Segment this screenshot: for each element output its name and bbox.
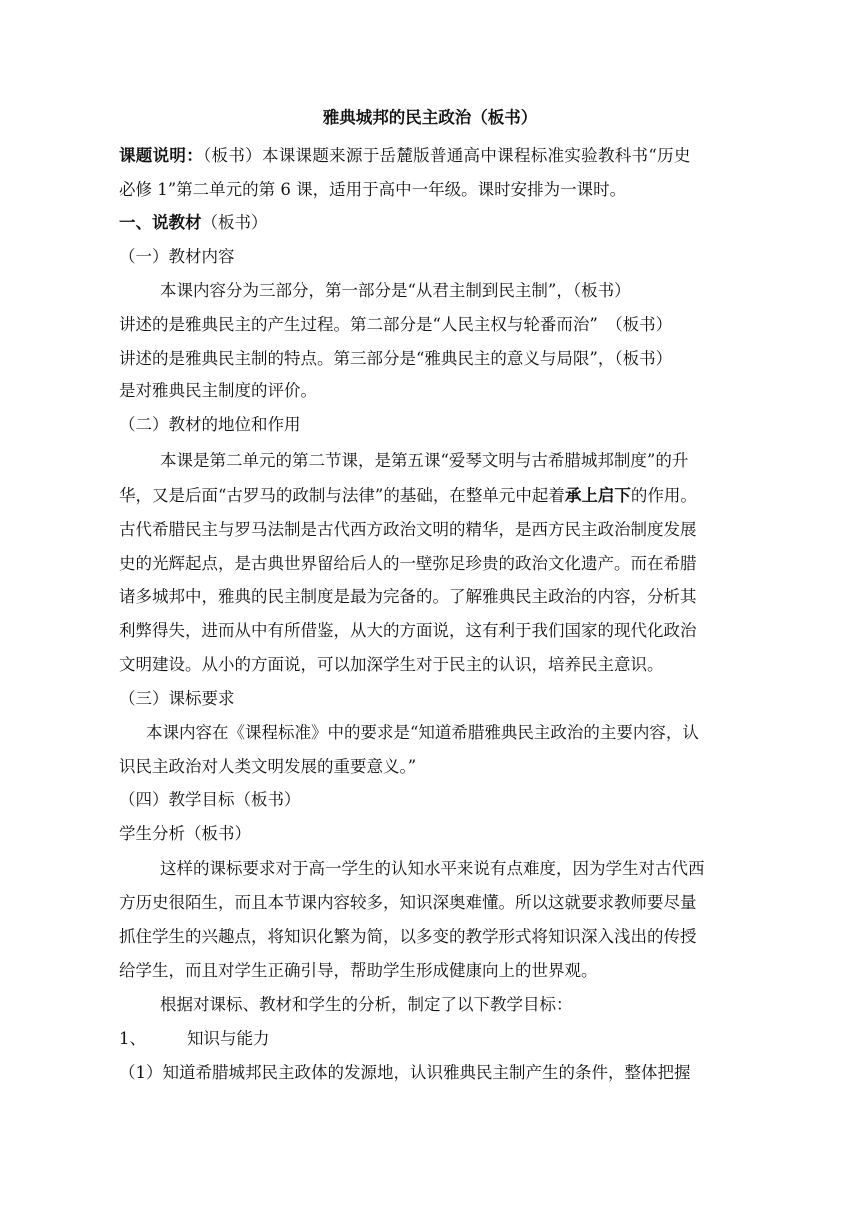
goal-1-item-1: （1）知道希腊城邦民主政体的发源地，认识雅典民主制产生的条件，整体把握 — [119, 1063, 691, 1082]
section-1-label: 一、说教材 — [119, 213, 202, 232]
sub-3-line-2: 识民主政治对人类文明发展的重要意义。” — [119, 757, 417, 776]
sub-1-line-3: 讲述的是雅典民主制的特点。第三部分是“雅典民主的意义与局限”，（板书） — [119, 349, 673, 368]
goal-1-label: 知识与能力 — [187, 1029, 270, 1048]
sub-3-line-1: 本课内容在《课程标准》中的要求是“知道希腊雅典民主政治的主要内容，认 — [146, 723, 699, 742]
sub-2-heading: （二）教材的地位和作用 — [119, 415, 301, 434]
students-line-4: 给学生，而且对学生正确引导，帮助学生形成健康向上的世界观。 — [119, 961, 598, 980]
intro-line-2: 必修 1”第二单元的第 6 课，适用于高中一年级。课时安排为一课时。 — [119, 180, 627, 199]
sub-1-line-2: 讲述的是雅典民主的产生过程。第二部分是“人民主权与轮番而治” （板书） — [119, 315, 673, 334]
intro-label: 课题说明： — [119, 146, 203, 165]
sub-1-line-1: 本课内容分为三部分，第一部分是“从君主制到民主制”，（板书） — [160, 281, 631, 300]
intro-text-1: （板书）本课课题来源于岳麓版普通高中课程标准实验教科书“历史 — [203, 146, 691, 165]
sub-2-line-4: 史的光辉起点，是古典世界留给后人的一壁弥足珍贵的政治文化遗产。而在希腊 — [119, 554, 697, 573]
section-1-note: （板书） — [201, 213, 268, 232]
sub-3-heading: （三）课标要求 — [119, 689, 235, 708]
sub-2-line-2 — [119, 485, 739, 507]
sub-1-heading: （一）教材内容 — [119, 247, 235, 266]
sub-4-heading: （四）教学目标（板书） — [119, 790, 301, 809]
students-line-2: 方历史很陌生，而且本节课内容较多，知识深奥难懂。所以这就要求教师要尽量 — [119, 893, 697, 912]
goal-1-number: 1、 — [119, 1029, 146, 1048]
sub-2-line-3: 古代希腊民主与罗马法制是古代西方政治文明的精华，是西方民主政治制度发展 — [119, 520, 697, 539]
students-heading: 学生分析（板书） — [119, 824, 251, 843]
sub-2-emphasis: 承上启下 — [564, 486, 631, 505]
sub-2-line-5: 诸多城邦中，雅典的民主制度是最为完备的。了解雅典民主政治的内容，分析其 — [119, 587, 697, 606]
sub-2-line-6: 利弊得失，进而从中有所借鉴，从大的方面说，这有利于我们国家的现代化政治 — [119, 621, 697, 640]
sub-2-line-2-post: 的作用。 — [630, 486, 697, 505]
sub-2-line-1: 本课是第二单元的第二节课，是第五课“爱琴文明与古希腊城邦制度”的升 — [160, 451, 689, 470]
students-line-1: 这样的课标要求对于高一学生的认知水平来说有点难度，因为学生对古代西 — [160, 859, 705, 878]
goal-1-heading — [119, 1028, 739, 1050]
students-line-3: 抓住学生的兴趣点，将知识化繁为简，以多变的教学形式将知识深入浅出的传授 — [119, 927, 697, 946]
sub-2-line-7: 文明建设。从小的方面说，可以加深学生对于民主的认识，培养民主意识。 — [119, 655, 664, 674]
intro-line-1 — [119, 145, 739, 167]
section-1-heading — [119, 212, 739, 234]
sub-1-line-4: 是对雅典民主制度的评价。 — [119, 381, 317, 400]
students-line-5: 根据对课标、教材和学生的分析，制定了以下教学目标： — [160, 995, 573, 1014]
document-title: 雅典城邦的民主政治（板书） — [322, 108, 538, 127]
sub-2-line-2-pre: 华，又是后面“古罗马的政制与法律”的基础，在整单元中起着 — [119, 486, 565, 505]
